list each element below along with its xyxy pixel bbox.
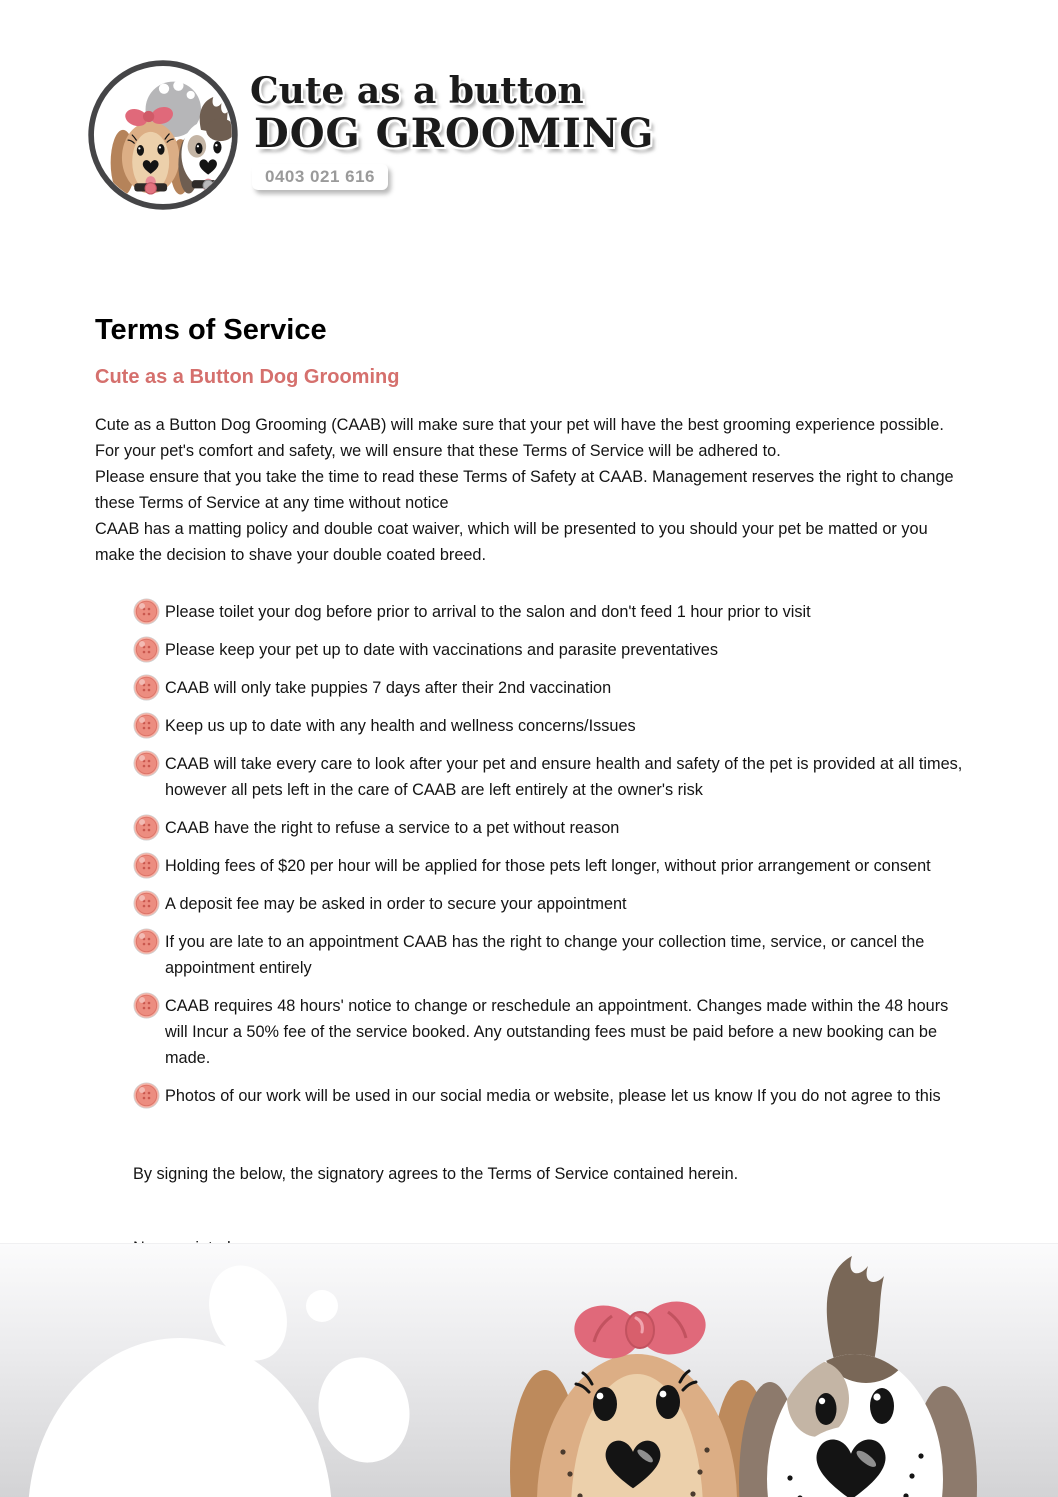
tan-dog-illustration: [510, 1295, 772, 1497]
terms-list: [95, 598, 963, 1109]
phone-number: 0403 021 616: [252, 164, 388, 190]
button-bullet-icon: [133, 890, 160, 917]
button-bullet-icon: [133, 712, 160, 739]
term-text: CAAB will take every care to look after your pet and ensure health and safety of the pet is provided at all times, however all pets left in the care of CAAB are left entirely at the owner's risk: [165, 755, 963, 799]
brand-line1: Cute as a button: [250, 70, 584, 112]
term-text: If you are late to an appointment CAAB has the right to change your collection time, service, or cancel the appointment entirely: [165, 933, 925, 977]
page-subtitle: Cute as a Button Dog Grooming: [95, 366, 400, 388]
button-bullet-icon: [133, 852, 160, 879]
intro-paragraph: Cute as a Button Dog Grooming (CAAB) will make sure that your pet will have the best grooming experience possible. For your pet's comfort and safety, we will ensure that these Terms of Service will be adhered to.: [95, 416, 944, 460]
button-bullet-icon: [133, 598, 160, 625]
list-item: [133, 636, 963, 663]
terms-document: [95, 314, 963, 1318]
list-item: [133, 598, 963, 625]
term-text: Please toilet your dog before prior to arrival to the salon and don't feed 1 hour prior to visit: [165, 603, 811, 621]
two-dogs-circle-logo-icon: [86, 58, 240, 212]
list-item: [133, 712, 963, 739]
button-bullet-icon: [133, 928, 160, 955]
term-text: Photos of our work will be used in our social media or website, please let us know If you do not agree to this: [165, 1087, 941, 1105]
term-text: Keep us up to date with any health and wellness concerns/Issues: [165, 717, 636, 735]
list-item: [133, 750, 963, 803]
decorative-footer: [0, 1243, 1058, 1497]
list-item: [133, 928, 963, 981]
button-bullet-icon: [133, 992, 160, 1019]
button-bullet-icon: [133, 750, 160, 777]
button-bullet-icon: [133, 1082, 160, 1109]
page-title: Terms of Service: [95, 314, 327, 346]
intro-paragraph: CAAB has a matting policy and double coat waiver, which will be presented to you should your pet be matted or you make the decision to shave your double coated breed.: [95, 520, 928, 564]
intro-paragraphs: [95, 412, 963, 568]
term-text: Holding fees of $20 per hour will be applied for those pets left longer, without prior arrangement or consent: [165, 857, 931, 875]
list-item: [133, 852, 963, 879]
term-text: CAAB have the right to refuse a service to a pet without reason: [165, 819, 620, 837]
brand-line2: DOG GROOMING: [254, 110, 655, 157]
list-item: [133, 992, 963, 1071]
list-item: [133, 890, 963, 917]
list-item: [133, 1082, 963, 1109]
intro-paragraph: Please ensure that you take the time to read these Terms of Safety at CAAB. Management reserves the right to change these Terms of Service at any time without notice: [95, 468, 954, 512]
agreement-text: By signing the below, the signatory agrees to the Terms of Service contained herein.: [133, 1165, 739, 1183]
list-item: [133, 814, 963, 841]
white-dog-illustration: [739, 1256, 977, 1497]
button-bullet-icon: [133, 674, 160, 701]
paw-print-and-dogs-illustration: [0, 1244, 1058, 1497]
button-bullet-icon: [133, 636, 160, 663]
list-item: [133, 674, 963, 701]
term-text: CAAB requires 48 hours' notice to change or reschedule an appointment. Changes made within the 48 hours will Incur a 50% fee of the service booked. Any outstanding fees must be paid before a new booking can be made.: [165, 997, 949, 1067]
term-text: A deposit fee may be asked in order to secure your appointment: [165, 895, 627, 913]
term-text: CAAB will only take puppies 7 days after their 2nd vaccination: [165, 679, 612, 697]
paw-print-icon: [28, 1254, 420, 1497]
button-bullet-icon: [133, 814, 160, 841]
logo: [86, 58, 655, 218]
term-text: Please keep your pet up to date with vaccinations and parasite preventatives: [165, 641, 718, 659]
